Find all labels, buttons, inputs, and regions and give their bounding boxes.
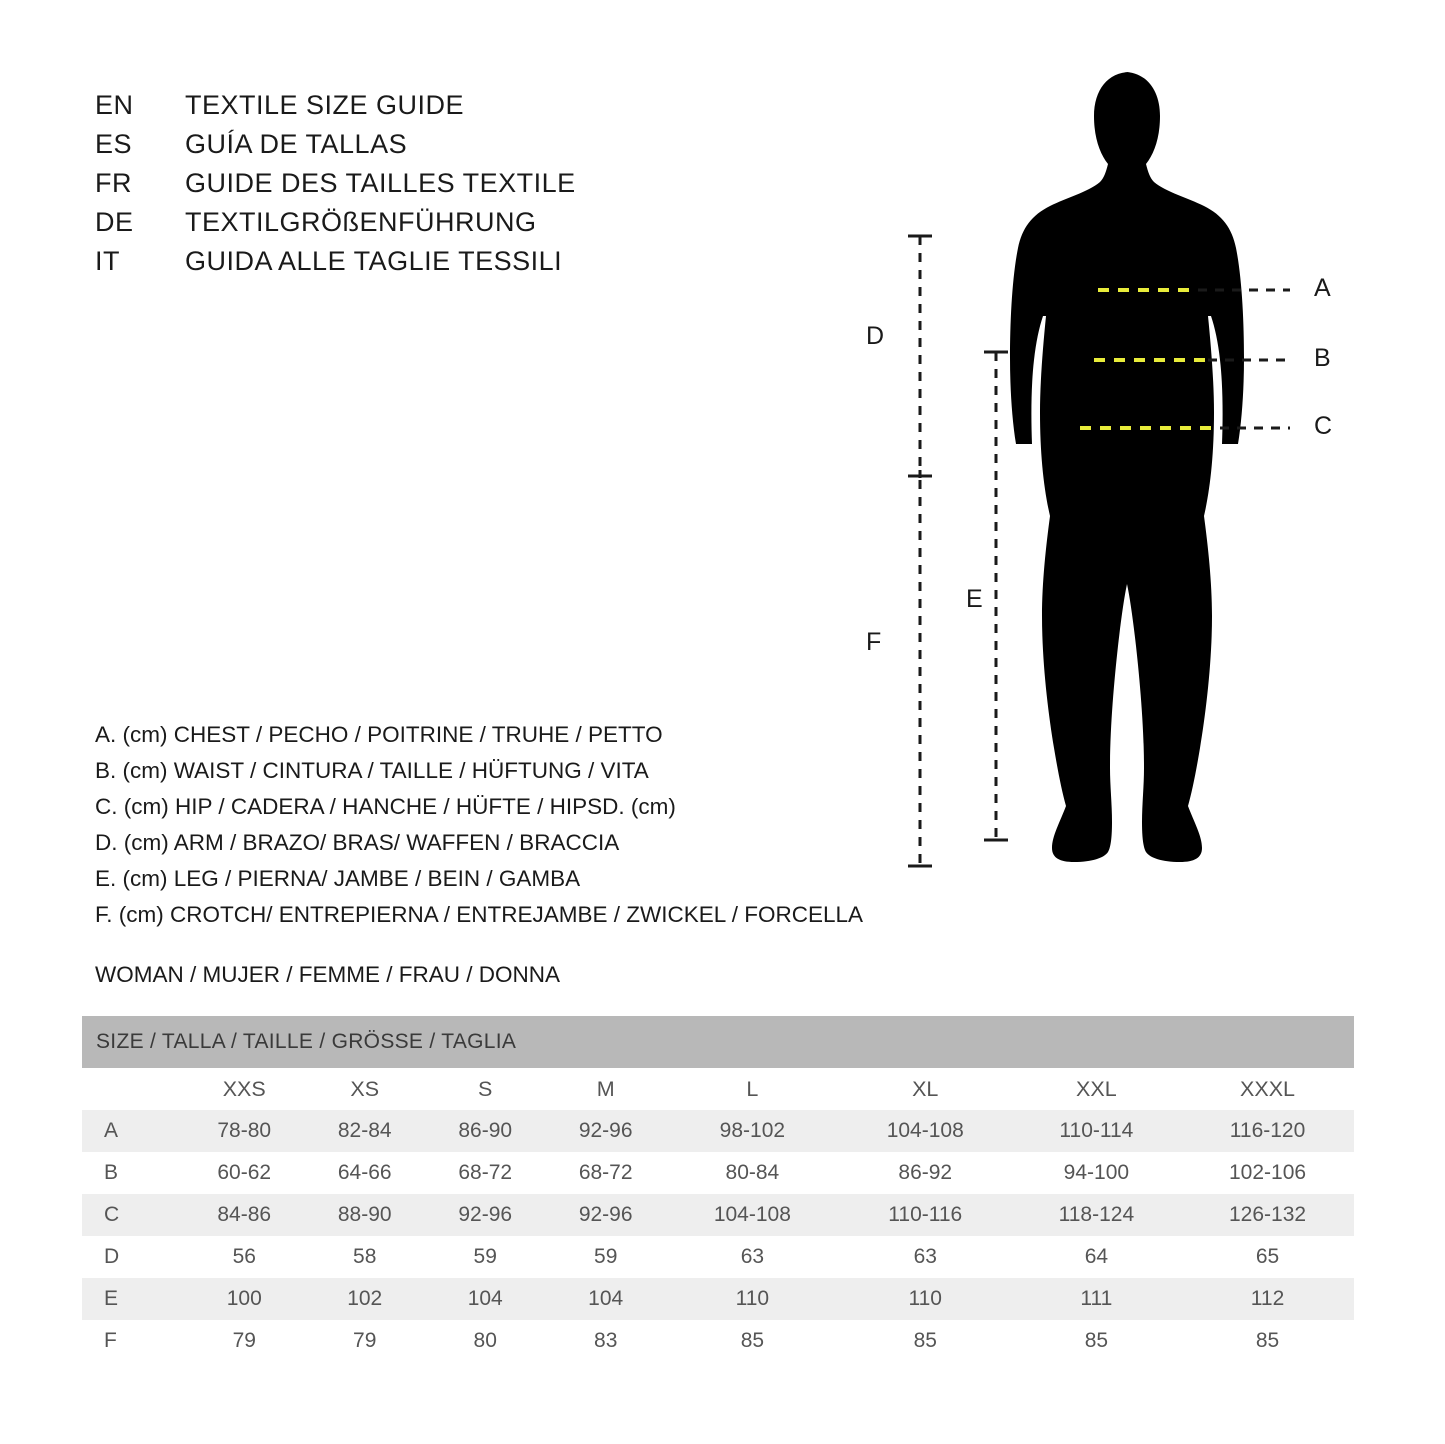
cell-f-s: 80 — [425, 1320, 545, 1362]
cell-f-l: 85 — [666, 1320, 839, 1362]
cell-f-m: 83 — [545, 1320, 665, 1362]
cell-c-xs: 88-90 — [304, 1194, 424, 1236]
cell-f-xs: 79 — [304, 1320, 424, 1362]
cell-b-xxs: 60-62 — [184, 1152, 304, 1194]
table-row — [82, 1320, 1354, 1362]
body-measurement-diagram — [820, 40, 1420, 940]
column-header-blank — [82, 1068, 184, 1110]
legend-item: C. (cm) HIP / CADERA / HANCHE / HÜFTE / HIPSD. (cm) — [95, 794, 676, 819]
cell-c-xxxl: 126-132 — [1181, 1194, 1354, 1236]
cell-d-s: 59 — [425, 1236, 545, 1278]
cell-a-m: 92-96 — [545, 1110, 665, 1152]
cell-d-xl: 63 — [839, 1236, 1012, 1278]
table-caption: SIZE / TALLA / TAILLE / GRÖSSE / TAGLIA — [82, 1016, 1354, 1068]
cell-d-xxs: 56 — [184, 1236, 304, 1278]
row-label-d: D — [82, 1236, 184, 1278]
cell-a-xs: 82-84 — [304, 1110, 424, 1152]
cell-a-xl: 104-108 — [839, 1110, 1012, 1152]
marker-label-e: E — [966, 585, 983, 613]
dimension-d — [908, 236, 932, 478]
table-row — [82, 1236, 1354, 1278]
cell-a-xxl: 110-114 — [1012, 1110, 1181, 1152]
title-lang-en: EN — [95, 90, 134, 120]
legend-item: A. (cm) CHEST / PECHO / POITRINE / TRUHE / PETTO — [95, 722, 663, 747]
cell-d-m: 59 — [545, 1236, 665, 1278]
cell-d-xxxl: 65 — [1181, 1236, 1354, 1278]
column-header-xs: XS — [304, 1068, 424, 1110]
gender-label: WOMAN / MUJER / FEMME / FRAU / DONNA — [95, 962, 560, 987]
legend-item: E. (cm) LEG / PIERNA/ JAMBE / BEIN / GAMBA — [95, 866, 581, 891]
cell-c-xxl: 118-124 — [1012, 1194, 1181, 1236]
cell-c-xxs: 84-86 — [184, 1194, 304, 1236]
row-label-e: E — [82, 1278, 184, 1320]
cell-f-xxl: 85 — [1012, 1320, 1181, 1362]
title-lang-de: DE — [95, 207, 134, 237]
cell-b-m: 68-72 — [545, 1152, 665, 1194]
cell-c-s: 92-96 — [425, 1194, 545, 1236]
table-row — [82, 1194, 1354, 1236]
title-text-de: TEXTILGRÖßENFÜHRUNG — [185, 207, 537, 237]
cell-e-xxl: 111 — [1012, 1278, 1181, 1320]
cell-a-xxxl: 116-120 — [1181, 1110, 1354, 1152]
cell-c-l: 104-108 — [666, 1194, 839, 1236]
column-header-m: M — [545, 1068, 665, 1110]
title-text-it: GUIDA ALLE TAGLIE TESSILI — [185, 246, 563, 276]
cell-e-xl: 110 — [839, 1278, 1012, 1320]
title-row — [95, 129, 655, 160]
legend-item: F. (cm) CROTCH/ ENTREPIERNA / ENTREJAMBE / ZWICKEL / FORCELLA — [95, 902, 863, 927]
column-header-xxs: XXS — [184, 1068, 304, 1110]
table-row — [82, 1278, 1354, 1320]
dimension-e — [984, 352, 1008, 840]
cell-e-l: 110 — [666, 1278, 839, 1320]
table-header-row — [82, 1068, 1354, 1110]
cell-b-l: 80-84 — [666, 1152, 839, 1194]
cell-c-xl: 110-116 — [839, 1194, 1012, 1236]
title-row — [95, 246, 655, 277]
cell-e-m: 104 — [545, 1278, 665, 1320]
female-silhouette — [1010, 72, 1244, 862]
title-text-es: GUÍA DE TALLAS — [185, 129, 408, 159]
row-label-c: C — [82, 1194, 184, 1236]
cell-b-xs: 64-66 — [304, 1152, 424, 1194]
column-header-s: S — [425, 1068, 545, 1110]
cell-f-xl: 85 — [839, 1320, 1012, 1362]
measurement-legend — [95, 722, 895, 938]
cell-e-s: 104 — [425, 1278, 545, 1320]
cell-f-xxxl: 85 — [1181, 1320, 1354, 1362]
title-block — [95, 90, 655, 285]
column-header-xl: XL — [839, 1068, 1012, 1110]
row-label-f: F — [82, 1320, 184, 1362]
cell-e-xxs: 100 — [184, 1278, 304, 1320]
title-row — [95, 168, 655, 199]
table-caption-row — [82, 1016, 1354, 1068]
title-row — [95, 90, 655, 121]
row-label-a: A — [82, 1110, 184, 1152]
cell-b-xl: 86-92 — [839, 1152, 1012, 1194]
title-lang-es: ES — [95, 129, 133, 159]
dimension-f — [908, 480, 932, 866]
column-header-l: L — [666, 1068, 839, 1110]
table-row — [82, 1152, 1354, 1194]
title-text-fr: GUIDE DES TAILLES TEXTILE — [185, 168, 576, 198]
column-header-xxxl: XXXL — [1181, 1068, 1354, 1110]
marker-label-b: B — [1314, 344, 1331, 372]
marker-label-a: A — [1314, 274, 1331, 302]
cell-a-l: 98-102 — [666, 1110, 839, 1152]
table-row — [82, 1110, 1354, 1152]
title-row — [95, 207, 655, 238]
cell-b-s: 68-72 — [425, 1152, 545, 1194]
row-label-b: B — [82, 1152, 184, 1194]
column-header-xxl: XXL — [1012, 1068, 1181, 1110]
cell-a-xxs: 78-80 — [184, 1110, 304, 1152]
cell-d-xs: 58 — [304, 1236, 424, 1278]
cell-e-xs: 102 — [304, 1278, 424, 1320]
cell-b-xxxl: 102-106 — [1181, 1152, 1354, 1194]
marker-label-f: F — [866, 628, 882, 656]
cell-e-xxxl: 112 — [1181, 1278, 1354, 1320]
cell-a-s: 86-90 — [425, 1110, 545, 1152]
cell-d-l: 63 — [666, 1236, 839, 1278]
title-text-en: TEXTILE SIZE GUIDE — [185, 90, 465, 120]
legend-item: B. (cm) WAIST / CINTURA / TAILLE / HÜFTUNG / VITA — [95, 758, 649, 783]
size-table — [82, 1016, 1354, 1362]
cell-d-xxl: 64 — [1012, 1236, 1181, 1278]
cell-b-xxl: 94-100 — [1012, 1152, 1181, 1194]
title-lang-it: IT — [95, 246, 120, 276]
legend-item: D. (cm) ARM / BRAZO/ BRAS/ WAFFEN / BRACCIA — [95, 830, 620, 855]
cell-c-m: 92-96 — [545, 1194, 665, 1236]
cell-f-xxs: 79 — [184, 1320, 304, 1362]
marker-label-d: D — [866, 322, 885, 350]
title-lang-fr: FR — [95, 168, 132, 198]
marker-label-c: C — [1314, 412, 1333, 440]
